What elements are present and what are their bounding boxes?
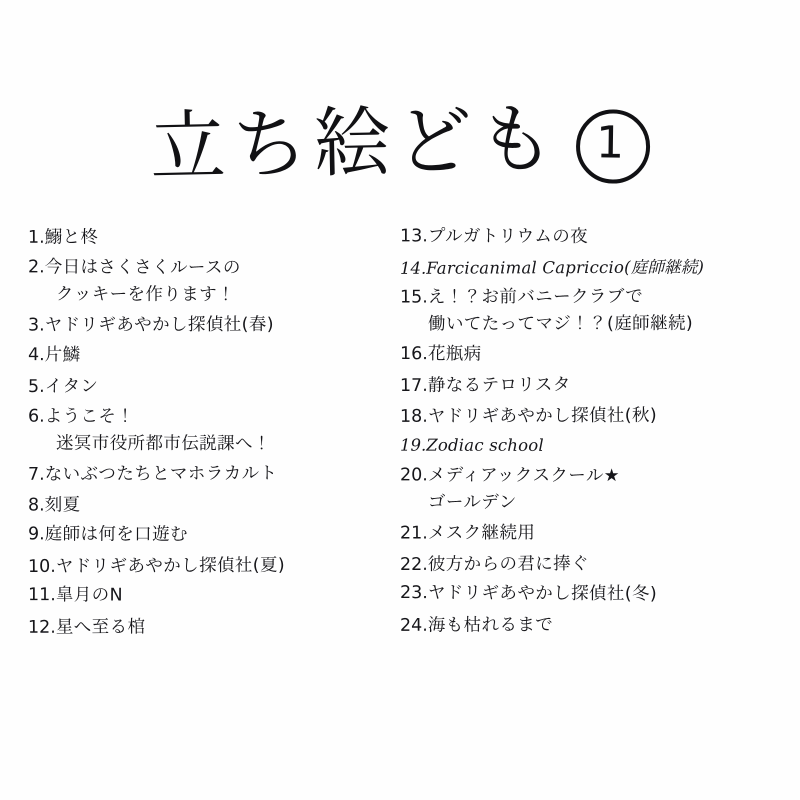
list-item-label: 彼方からの君に捧ぐ [427, 553, 590, 575]
list-item-number: 16. [399, 343, 428, 364]
list-item [400, 466, 790, 512]
list-item-number: 12. [27, 617, 56, 638]
list-item-label: 鰯と柊 [44, 227, 99, 248]
list-item [28, 346, 398, 366]
title-text [149, 93, 651, 193]
list-item-label: 静なるテロリスタ [427, 375, 571, 396]
list-item [28, 556, 398, 576]
list-item-label: 皐月のN [55, 585, 124, 606]
list-item-number: 4. [27, 344, 45, 365]
list-item [28, 464, 398, 484]
list-item [400, 227, 790, 246]
list-item-label: 海も枯れるまで [427, 614, 554, 636]
list-item [400, 615, 790, 635]
list-item-label: 刻夏 [44, 494, 81, 516]
right-column [400, 228, 790, 646]
list-item-number: 20. [400, 464, 428, 485]
list-item-number: 18. [399, 406, 428, 427]
list-item [28, 316, 398, 335]
list-item [400, 375, 790, 395]
list-item-number: 2. [28, 256, 45, 277]
list-item-number: 1. [27, 227, 45, 248]
list-item [400, 554, 790, 574]
list-item-label: イタン [44, 376, 99, 397]
list-item-label: ヤドリギあやかし探偵社(春) [44, 314, 274, 336]
list-item [28, 495, 398, 514]
list-item-number: 6. [28, 406, 45, 427]
list-item-label: Zodiac school [426, 435, 544, 455]
list-item [28, 617, 398, 637]
list-item-label: ないぶつたちとマホラカルト [44, 463, 278, 485]
list-item-continuation: クッキーを作ります！ [55, 283, 235, 305]
list-columns [0, 228, 800, 658]
list-item-number: 21. [399, 523, 428, 544]
list-item [28, 407, 398, 453]
list-item [400, 524, 790, 543]
list-item-number: 19. [399, 435, 427, 455]
list-item-number: 11. [27, 585, 56, 606]
list-item-label: ヤドリギあやかし探偵社(冬) [427, 583, 658, 605]
list-item-label: ヤドリギあやかし探偵社(秋) [427, 405, 658, 427]
list-item [28, 227, 398, 247]
page-title [0, 93, 800, 192]
list-item-label: 花瓶病 [427, 343, 482, 364]
title-number-circle: 1 [576, 109, 651, 184]
list-item-number: 17. [399, 375, 428, 397]
list-item-label: ヤドリギあやかし探偵社(夏) [55, 555, 286, 577]
list-item-number: 23. [399, 583, 428, 604]
list-item-number: 7. [27, 464, 45, 485]
list-item-label: 今日はさくさくルースの [44, 256, 241, 278]
list-item [28, 586, 398, 606]
list-item-label: ようこそ！ [44, 406, 135, 427]
list-item-label: メスク継続用 [427, 523, 536, 544]
list-item-number: 15. [399, 287, 428, 308]
title-main: 立ち絵ども [149, 93, 561, 192]
list-item-label: メディアックスクール★ [427, 464, 620, 486]
list-item-number: 3. [27, 315, 45, 336]
list-item-label: 片鱗 [44, 344, 81, 365]
list-item [400, 406, 790, 426]
list-item-continuation: ゴールデン [427, 491, 517, 513]
list-item-number: 13. [399, 226, 428, 247]
list-item [400, 287, 790, 333]
list-item-continuation: 働いてたってマジ！？(庭師継続) [428, 313, 694, 335]
left-column [28, 228, 398, 648]
list-item-number: 14. [399, 258, 427, 278]
list-item [400, 584, 790, 604]
list-item [400, 345, 790, 365]
list-item [28, 258, 398, 304]
list-item-number: 8. [27, 495, 45, 516]
list-item-label: 星へ至る棺 [55, 616, 146, 638]
list-item-label: プルガトリウムの夜 [427, 226, 589, 247]
list-item-number: 10. [27, 556, 56, 577]
list-item [400, 258, 790, 277]
list-item-continuation: 迷冥市役所都市伝説課へ！ [55, 433, 271, 454]
list-item [400, 437, 790, 455]
list-item [28, 376, 398, 396]
list-item-label: 庭師は何を口遊む [44, 524, 188, 546]
list-item-label: え！？お前バニークラブで [427, 286, 644, 308]
list-item-number: 9. [27, 524, 45, 545]
list-item-number: 22. [399, 554, 428, 575]
list-item-number: 5. [27, 376, 45, 398]
list-item-number: 24. [399, 615, 428, 636]
list-item [28, 526, 398, 545]
list-item-label: Farcicanimal Capriccio(庭師継続) [426, 257, 705, 278]
